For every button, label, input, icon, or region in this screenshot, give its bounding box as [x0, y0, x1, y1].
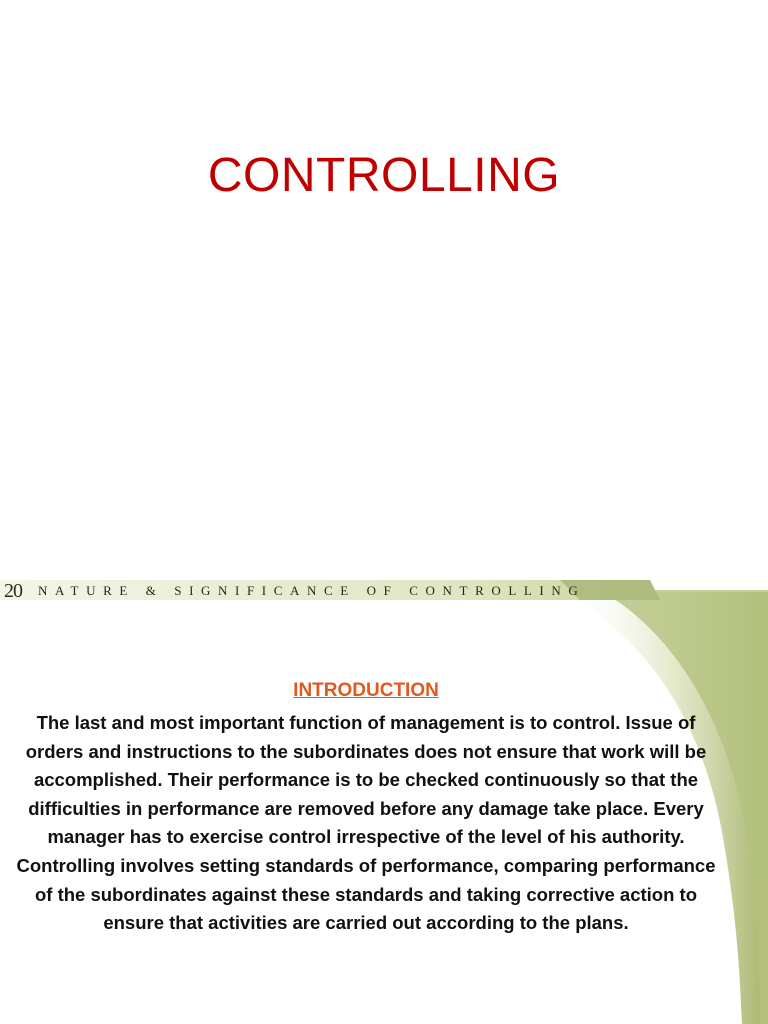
banner-slide-number: 20 [4, 580, 22, 602]
introduction-paragraph: The last and most important function of management is to control. Issue of orders and instructions to the subordinates does not ensure that work will be accomplished. Their performance is to be checked continuously so that the difficulties in performance are removed before any damage take place. Every manager has to exercise control irrespective of the level of his authority. Controlling involves setting standards of performance, comparing performance of the subordinates against these standards and taking corrective action to ensure that activities are carried out according to the plans. [16, 712, 716, 934]
page-title: CONTROLLING [207, 149, 561, 202]
slide-nature-significance [0, 572, 768, 1024]
banner-title: NATURE & SIGNIFICANCE OF CONTROLLING [38, 583, 586, 598]
introduction-heading: INTRODUCTION [293, 680, 439, 701]
